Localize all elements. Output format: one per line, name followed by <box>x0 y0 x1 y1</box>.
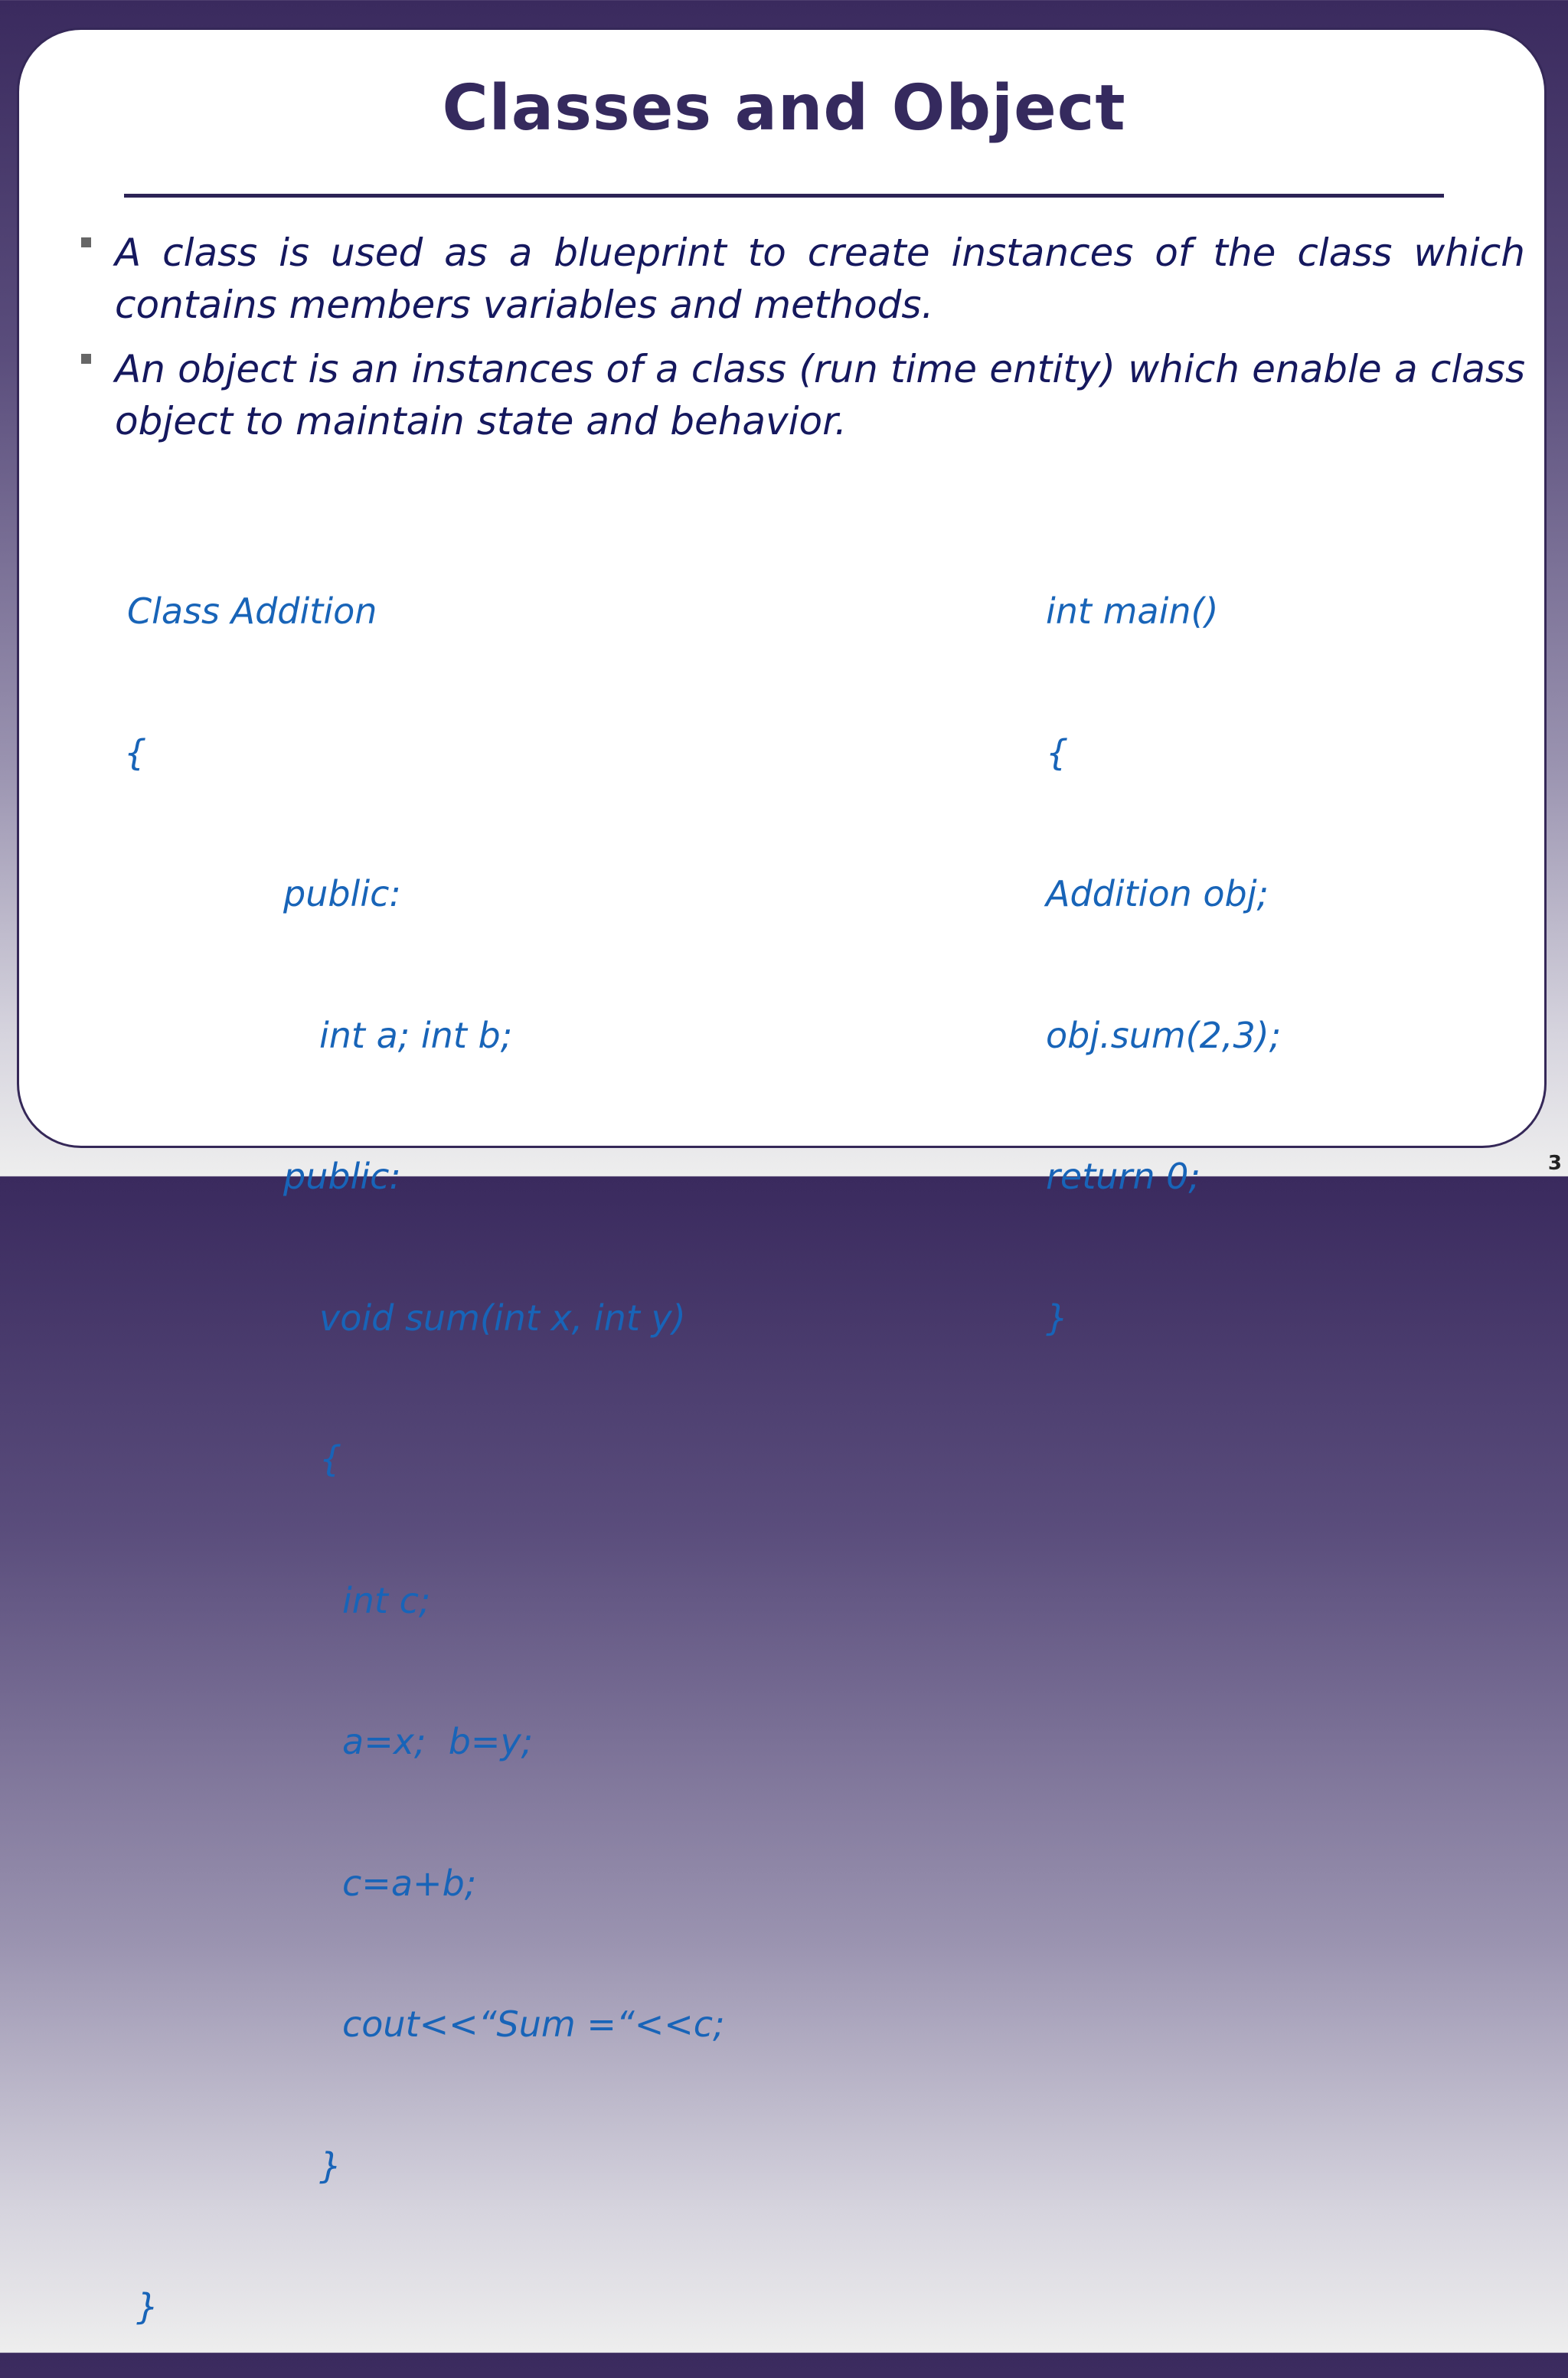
bullet-text: A class is used as a blueprint to create instances of the class which contains members variables and methods. <box>115 231 1525 327</box>
bullet-item-class-definition <box>77 227 1525 331</box>
code-line: a=x; b=y; <box>342 1721 534 1762</box>
code-line: int main() <box>1046 590 1219 632</box>
bullet-item-object-definition <box>77 343 1525 447</box>
square-bullet-icon <box>81 237 91 247</box>
code-line: Class Addition <box>127 590 377 632</box>
code-line: } <box>1046 1297 1069 1339</box>
title-divider <box>124 194 1444 198</box>
code-line: obj.sum(2,3); <box>1046 1014 1282 1056</box>
code-line: { <box>1046 731 1069 774</box>
code-line: return 0; <box>1046 1156 1200 1197</box>
code-line: } <box>319 2144 342 2187</box>
code-line: int a; int b; <box>319 1014 513 1056</box>
code-line: { <box>319 1438 342 1480</box>
code-block-main-function <box>1046 494 1281 1389</box>
code-line: cout<<“Sum =“<<c; <box>342 2003 725 2045</box>
code-line: Addition obj; <box>1046 873 1269 914</box>
code-line: } <box>136 2286 159 2327</box>
page-number: 3 <box>1547 1152 1562 1175</box>
square-bullet-icon <box>81 354 91 364</box>
code-line: int c; <box>342 1579 431 1621</box>
code-line: public: <box>283 873 401 914</box>
slide-title: Classes and Object <box>442 72 1126 145</box>
code-line: c=a+b; <box>342 1862 477 1904</box>
code-line: { <box>124 731 147 774</box>
code-line: void sum(int x, int y) <box>319 1297 686 1339</box>
bullet-list <box>77 227 1531 460</box>
code-block-class-addition <box>124 494 725 2378</box>
code-line: public: <box>283 1156 401 1197</box>
bullet-text: An object is an instances of a class (run time entity) which enable a class object to maintain state and behavior. <box>115 347 1525 443</box>
